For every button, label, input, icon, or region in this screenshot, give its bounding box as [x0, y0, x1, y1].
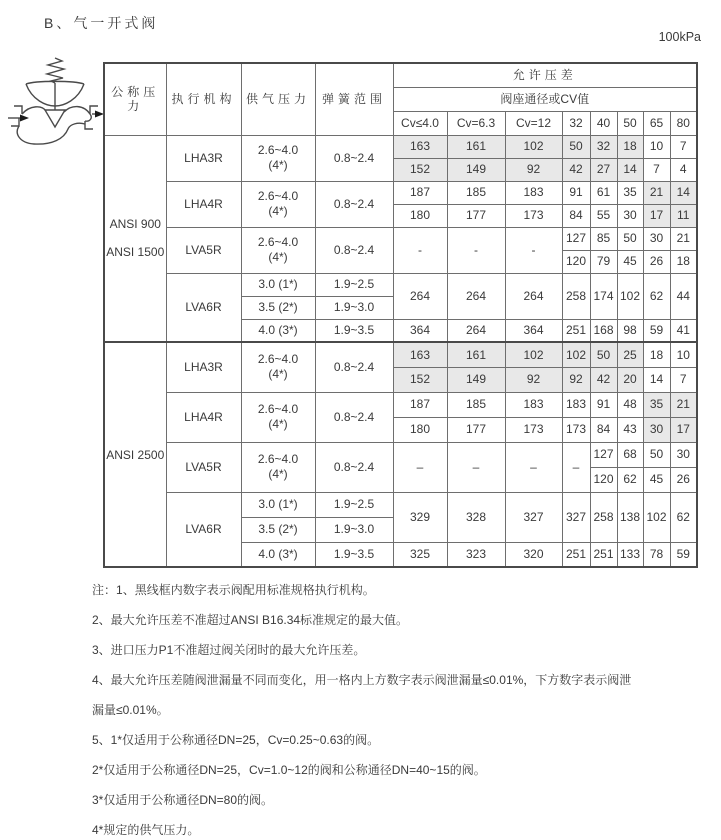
- supply-note: (4*): [268, 417, 288, 431]
- value-cell: 328: [447, 492, 505, 542]
- supply-cell: 4.0 (3*): [241, 319, 315, 342]
- value-cell: 91: [590, 392, 617, 417]
- value-cell: 35: [617, 181, 643, 204]
- value-cell: 149: [447, 367, 505, 392]
- value-cell: 44: [670, 273, 697, 319]
- actuator-cell: LHA3R: [166, 342, 241, 392]
- actuator-cell: LHA3R: [166, 135, 241, 181]
- value-cell: 168: [590, 319, 617, 342]
- supply-cell: [241, 181, 315, 227]
- dash-cell: -: [393, 227, 447, 273]
- value-cell: 50: [562, 135, 590, 158]
- spring-cell: 0.8~2.4: [315, 135, 393, 181]
- page-title: B、气一开式阀: [44, 15, 159, 31]
- value-cell: 21: [670, 392, 697, 417]
- spring-cell: 0.8~2.4: [315, 342, 393, 392]
- value-cell: 92: [505, 158, 562, 181]
- inlet-arrow-icon: [20, 115, 29, 122]
- value-cell: 98: [617, 319, 643, 342]
- value-cell: 18: [670, 250, 697, 273]
- actuator-cell: LHA4R: [166, 181, 241, 227]
- value-cell: 17: [670, 417, 697, 442]
- value-cell: 84: [590, 417, 617, 442]
- header-size-col: 40: [590, 111, 617, 135]
- spring-cell: 1.9~3.0: [315, 517, 393, 542]
- dash-cell: –: [505, 442, 562, 492]
- note-line: 3、进口压力P1不准超过阀关闭时的最大允许压差。: [92, 643, 366, 657]
- value-cell: 264: [505, 273, 562, 319]
- value-cell: 180: [393, 417, 447, 442]
- supply-note: (4*): [268, 204, 288, 218]
- value-cell: 183: [505, 392, 562, 417]
- supply-cell: [241, 442, 315, 492]
- value-cell: 45: [617, 250, 643, 273]
- value-cell: 59: [670, 542, 697, 567]
- value-cell: 183: [562, 392, 590, 417]
- value-cell: 42: [590, 367, 617, 392]
- value-cell: 325: [393, 542, 447, 567]
- valve-schematic-icon: [6, 56, 106, 168]
- value-cell: 7: [670, 135, 697, 158]
- value-cell: 68: [617, 442, 643, 467]
- header-size-col: 32: [562, 111, 590, 135]
- value-cell: 35: [643, 392, 670, 417]
- spring-cell: 0.8~2.4: [315, 442, 393, 492]
- supply-value: 2.6~4.0: [257, 452, 299, 466]
- dash-cell: -: [447, 227, 505, 273]
- value-cell: 163: [393, 342, 447, 367]
- value-cell: 102: [562, 342, 590, 367]
- note-line: [92, 584, 631, 597]
- supply-cell: 3.5 (2*): [241, 517, 315, 542]
- value-cell: 41: [670, 319, 697, 342]
- supply-cell: 4.0 (3*): [241, 542, 315, 567]
- header-cv-col: Cv=6.3: [447, 111, 505, 135]
- spring-cell: 0.8~2.4: [315, 181, 393, 227]
- value-cell: 364: [505, 319, 562, 342]
- value-cell: 185: [447, 181, 505, 204]
- supply-value: 2.6~4.0: [257, 189, 299, 203]
- value-cell: 30: [617, 204, 643, 227]
- value-cell: 30: [670, 442, 697, 467]
- value-cell: 120: [590, 467, 617, 492]
- value-cell: 133: [617, 542, 643, 567]
- notes-prefix: 注：: [92, 583, 117, 597]
- pressure-class-cell: [104, 135, 166, 342]
- value-cell: 26: [643, 250, 670, 273]
- dash-cell: –: [447, 442, 505, 492]
- header-cv-col: Cv=12: [505, 111, 562, 135]
- supply-value: 2.6~4.0: [257, 402, 299, 416]
- value-cell: 127: [590, 442, 617, 467]
- value-cell: 21: [643, 181, 670, 204]
- value-cell: 364: [393, 319, 447, 342]
- header-allowable-dp: 允许压差: [393, 63, 697, 87]
- value-cell: 180: [393, 204, 447, 227]
- value-cell: 327: [562, 492, 590, 542]
- supply-cell: [241, 342, 315, 392]
- supply-value: 2.6~4.0: [257, 143, 299, 157]
- value-cell: 18: [643, 342, 670, 367]
- value-cell: 102: [643, 492, 670, 542]
- note-line: 漏量≤0.01%。: [92, 703, 169, 717]
- value-cell: 62: [643, 273, 670, 319]
- value-cell: 264: [447, 273, 505, 319]
- header-spring-range: 弹簧范围: [315, 63, 393, 135]
- value-cell: 127: [562, 227, 590, 250]
- value-cell: 32: [590, 135, 617, 158]
- supply-cell: [241, 392, 315, 442]
- value-cell: 173: [562, 417, 590, 442]
- header-size-col: 50: [617, 111, 643, 135]
- value-cell: 102: [505, 135, 562, 158]
- note-line: 4*规定的供气压力。: [92, 823, 200, 837]
- header-actuator: 执行机构: [166, 63, 241, 135]
- value-cell: 62: [670, 492, 697, 542]
- value-cell: 48: [617, 392, 643, 417]
- unit-label: 100kPa: [658, 30, 701, 44]
- value-cell: 323: [447, 542, 505, 567]
- header-supply-pressure: 供气压力: [241, 63, 315, 135]
- value-cell: 79: [590, 250, 617, 273]
- value-cell: 258: [590, 492, 617, 542]
- value-cell: 43: [617, 417, 643, 442]
- pressure-class-label: ANSI 2500: [106, 447, 165, 462]
- value-cell: 7: [643, 158, 670, 181]
- value-cell: 187: [393, 392, 447, 417]
- supply-value: 2.6~4.0: [257, 235, 299, 249]
- value-cell: 329: [393, 492, 447, 542]
- value-cell: 26: [670, 467, 697, 492]
- pressure-class-label: ANSI 1500: [106, 245, 165, 260]
- value-cell: 50: [590, 342, 617, 367]
- value-cell: 174: [590, 273, 617, 319]
- dash-cell: –: [393, 442, 447, 492]
- value-cell: 327: [505, 492, 562, 542]
- note-line: 3*仅适用于公称通径DN=80的阀。: [92, 793, 274, 807]
- value-cell: 42: [562, 158, 590, 181]
- value-cell: 62: [617, 467, 643, 492]
- spring-cell: 1.9~2.5: [315, 492, 393, 517]
- value-cell: 91: [562, 181, 590, 204]
- supply-cell: [241, 135, 315, 181]
- value-cell: 251: [590, 542, 617, 567]
- value-cell: 264: [447, 319, 505, 342]
- value-cell: 78: [643, 542, 670, 567]
- value-cell: 120: [562, 250, 590, 273]
- value-cell: 92: [505, 367, 562, 392]
- value-cell: 45: [643, 467, 670, 492]
- supply-note: (4*): [268, 158, 288, 172]
- value-cell: 163: [393, 135, 447, 158]
- supply-note: (4*): [268, 250, 288, 264]
- value-cell: 152: [393, 158, 447, 181]
- note-line: 2、最大允许压差不准超过ANSI B16.34标准规定的最大值。: [92, 613, 409, 627]
- value-cell: 102: [505, 342, 562, 367]
- pressure-class-cell: [104, 342, 166, 567]
- note-line: 2*仅适用于公称通径DN=25，Cv=1.0~12的阀和公称通径DN=40~15的阀。: [92, 763, 486, 777]
- note-line: 4、最大允许压差随阀泄漏量不同而变化，用一格内上方数字表示阀泄漏量≤0.01%，下方数字表示阀泄: [92, 673, 632, 687]
- value-cell: 251: [562, 542, 590, 567]
- value-cell: 25: [617, 342, 643, 367]
- value-cell: 161: [447, 342, 505, 367]
- note-line: 5、1*仅适用于公称通径DN=25，Cv=0.25~0.63的阀。: [92, 733, 380, 747]
- value-cell: 264: [393, 273, 447, 319]
- value-cell: 138: [617, 492, 643, 542]
- value-cell: 320: [505, 542, 562, 567]
- value-cell: 17: [643, 204, 670, 227]
- supply-note: (4*): [268, 367, 288, 382]
- supply-note: (4*): [268, 467, 288, 481]
- value-cell: 173: [505, 417, 562, 442]
- value-cell: 185: [447, 392, 505, 417]
- actuator-cell: LVA5R: [166, 442, 241, 492]
- spring-cell: 0.8~2.4: [315, 392, 393, 442]
- value-cell: 10: [643, 135, 670, 158]
- value-cell: 18: [617, 135, 643, 158]
- value-cell: 187: [393, 181, 447, 204]
- value-cell: 149: [447, 158, 505, 181]
- spring-icon: [47, 58, 64, 83]
- supply-cell: 3.0 (1*): [241, 273, 315, 296]
- value-cell: 183: [505, 181, 562, 204]
- value-cell: 30: [643, 227, 670, 250]
- value-cell: 27: [590, 158, 617, 181]
- value-cell: 59: [643, 319, 670, 342]
- value-cell: 251: [562, 319, 590, 342]
- value-cell: 177: [447, 417, 505, 442]
- value-cell: 258: [562, 273, 590, 319]
- header-size-col: 80: [670, 111, 697, 135]
- value-cell: 173: [505, 204, 562, 227]
- spring-cell: 1.9~2.5: [315, 273, 393, 296]
- supply-cell: [241, 227, 315, 273]
- value-cell: 61: [590, 181, 617, 204]
- dash-cell: -: [505, 227, 562, 273]
- value-cell: 4: [670, 158, 697, 181]
- note-text: 1、黑线框内数字表示阀配用标准规格执行机构。: [116, 583, 375, 597]
- value-cell: 10: [670, 342, 697, 367]
- header-size-col: 65: [643, 111, 670, 135]
- value-cell: 152: [393, 367, 447, 392]
- spring-cell: 1.9~3.0: [315, 296, 393, 319]
- actuator-cell: LVA6R: [166, 492, 241, 567]
- value-cell: 20: [617, 367, 643, 392]
- value-cell: 14: [670, 181, 697, 204]
- header-cv-col: Cv≤4.0: [393, 111, 447, 135]
- plug-icon: [45, 110, 65, 127]
- actuator-cell: LVA5R: [166, 227, 241, 273]
- spring-cell: 1.9~3.5: [315, 319, 393, 342]
- supply-cell: 3.0 (1*): [241, 492, 315, 517]
- supply-value: 2.6~4.0: [257, 352, 299, 367]
- value-cell: 50: [643, 442, 670, 467]
- value-cell: 7: [670, 367, 697, 392]
- value-cell: 177: [447, 204, 505, 227]
- supply-cell: 3.5 (2*): [241, 296, 315, 319]
- pressure-class-label: ANSI 900: [109, 217, 161, 232]
- dash-cell: –: [562, 442, 590, 492]
- value-cell: 30: [643, 417, 670, 442]
- value-cell: 14: [617, 158, 643, 181]
- value-cell: 102: [617, 273, 643, 319]
- spring-cell: 1.9~3.5: [315, 542, 393, 567]
- value-cell: 11: [670, 204, 697, 227]
- header-seat-or-cv: 阀座通径或CV值: [393, 87, 697, 111]
- spec-table: [103, 62, 698, 568]
- value-cell: 14: [643, 367, 670, 392]
- value-cell: 161: [447, 135, 505, 158]
- value-cell: 21: [670, 227, 697, 250]
- notes-section: [92, 584, 631, 840]
- spring-cell: 0.8~2.4: [315, 227, 393, 273]
- actuator-cell: LHA4R: [166, 392, 241, 442]
- actuator-cell: LVA6R: [166, 273, 241, 342]
- value-cell: 50: [617, 227, 643, 250]
- value-cell: 85: [590, 227, 617, 250]
- value-cell: 92: [562, 367, 590, 392]
- header-nominal-pressure: 公称压力: [104, 63, 166, 135]
- value-cell: 55: [590, 204, 617, 227]
- value-cell: 84: [562, 204, 590, 227]
